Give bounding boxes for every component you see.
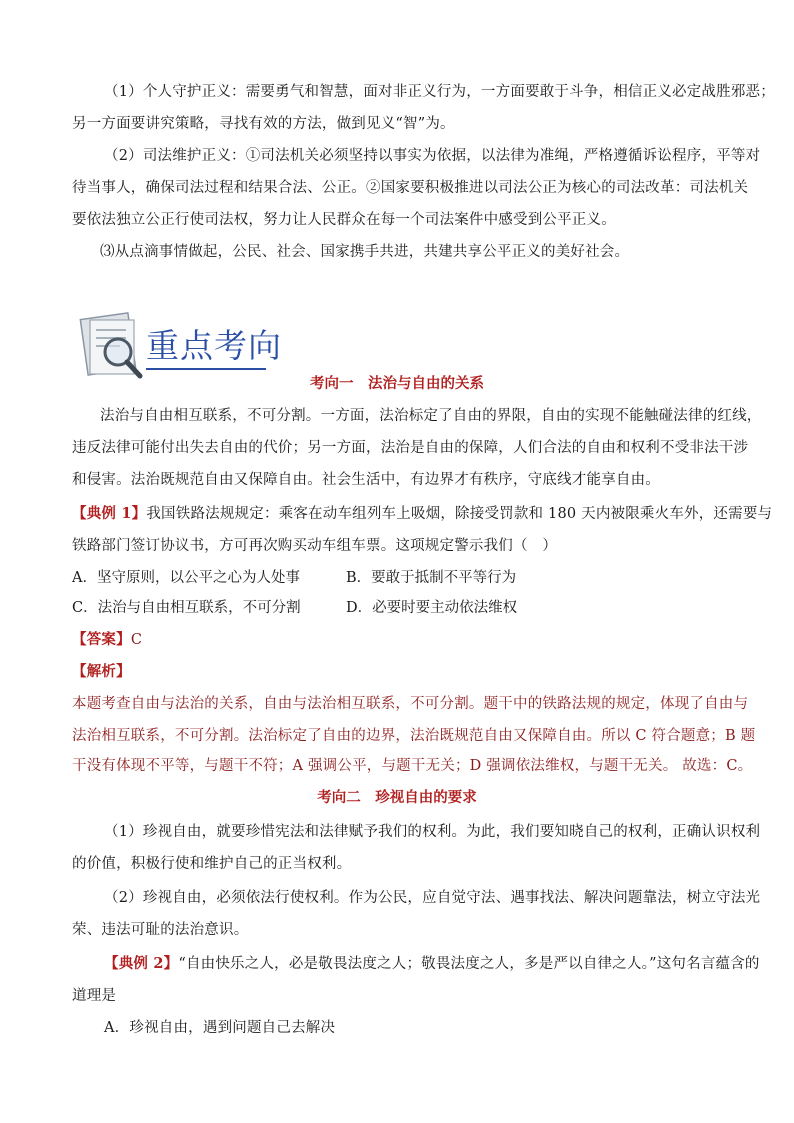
example-two-tag: 【典例 2】 (104, 955, 179, 972)
analysis-text-3: 干没有体现不平等，与题干不符；A 强调公平，与题干无关；D 强调依法维权，与题干无关。 故选：C。 (72, 758, 753, 774)
direction-two-heading: 考向二 珍视自由的要求 (317, 789, 477, 806)
example-two-stem (104, 954, 760, 974)
example-two-stem-cont: 道理是 (72, 988, 117, 1004)
analysis-tag: 【解析】 (72, 663, 131, 680)
paragraph-justice-individual: （1）个人守护正义：需要勇气和智慧，面对非正义行为，一方面要敢于斗争，相信正义必定战胜邪恶； (104, 84, 775, 100)
paragraph-rule-freedom-1: 法治与自由相互联系，不可分割。一方面，法治标定了自由的界限，自由的实现不能触碰法律的红线， (100, 408, 762, 424)
paragraph-value-freedom-1-cont: 的价值，积极行使和维护自己的正当权利。 (72, 856, 352, 872)
paragraph-rule-freedom-3: 和侵害。法治既规范自由又保障自由。社会生活中，有边界才有秩序，守底线才能享自由。 (72, 472, 660, 488)
example-two-option-a: A．珍视自由，遇到问题自己去解决 (104, 1020, 336, 1036)
answer-value: C (130, 632, 143, 648)
analysis-text-1: 本题考查自由与法治的关系，自由与法治相互联系，不可分割。题干中的铁路法规的规定，体现了自由与 (72, 696, 749, 712)
paragraph-value-freedom-2-cont: 荣、违法可耻的法治意识。 (72, 922, 249, 938)
option-c: C．法治与自由相互联系，不可分割 (72, 600, 301, 616)
option-a: A．坚守原则，以公平之心为人处事 (72, 570, 300, 586)
banner-underline (146, 368, 266, 370)
example-one-text: 我国铁路法规规定：乘客在动车组列车上吸烟，除接受罚款和 180 天内被限乘火车外，还需要与 (146, 506, 773, 522)
paragraph-justice-society: ⑶从点滴事情做起，公民、社会、国家携手共进，共建共享公平正义的美好社会。 (100, 244, 630, 260)
paragraph-rule-freedom-2: 违反法律可能付出失去自由的代价；另一方面，法治是自由的保障，人们合法的自由和权利不受非法干涉 (72, 440, 749, 456)
paragraph-justice-judicial: （2）司法维护正义：①司法机关必须坚持以事实为依据，以法律为准绳，严格遵循诉讼程序，平等对 (104, 148, 761, 164)
paragraph-justice-individual-cont: 另一方面要讲究策略，寻找有效的方法，做到见义“智”为。 (72, 116, 455, 132)
paragraph-value-freedom-1: （1）珍视自由，就要珍惜宪法和法律赋予我们的权利。为此，我们要知晓自己的权利，正确认识权利 (104, 824, 761, 840)
paragraph-justice-judicial-cont1: 待当事人，确保司法过程和结果合法、公正。②国家要积极推进以司法公正为核心的司法改革：司法机关 (72, 180, 749, 196)
option-d: D．必要时要主动依法维权 (346, 600, 518, 616)
example-one-stem (72, 504, 773, 524)
direction-one-heading: 考向一 法治与自由的关系 (310, 375, 484, 392)
answer-tag: 【答案】 (72, 631, 131, 648)
analysis-text-2: 法治相互联系，不可分割。法治标定了自由的边界，法治既规范自由又保障自由。所以 C 符合题意；B 题 (72, 728, 756, 744)
example-one-stem-cont: 铁路部门签订协议书，方可再次购买动车组车票。这项规定警示我们（ ） (72, 538, 558, 554)
example-one-tag: 【典例 1】 (72, 505, 147, 522)
answer-line (72, 630, 722, 650)
example-two-text: “自由快乐之人，必是敬畏法度之人；敬畏法度之人，多是严以自律之人。”这句名言蕴含的 (178, 956, 760, 972)
option-b: B．要敢于抵制不平等行为 (346, 570, 517, 586)
paragraph-justice-judicial-cont2: 要依法独立公正行使司法权，努力让人民群众在每一个司法案件中感受到公平正义。 (72, 212, 616, 228)
analysis-line (72, 662, 722, 682)
paragraph-value-freedom-2: （2）珍视自由，必须依法行使权利。作为公民，应自觉守法、遇事找法、解决问题靠法，树立守法光 (104, 890, 761, 906)
banner-title: 重点考向 (146, 326, 282, 365)
